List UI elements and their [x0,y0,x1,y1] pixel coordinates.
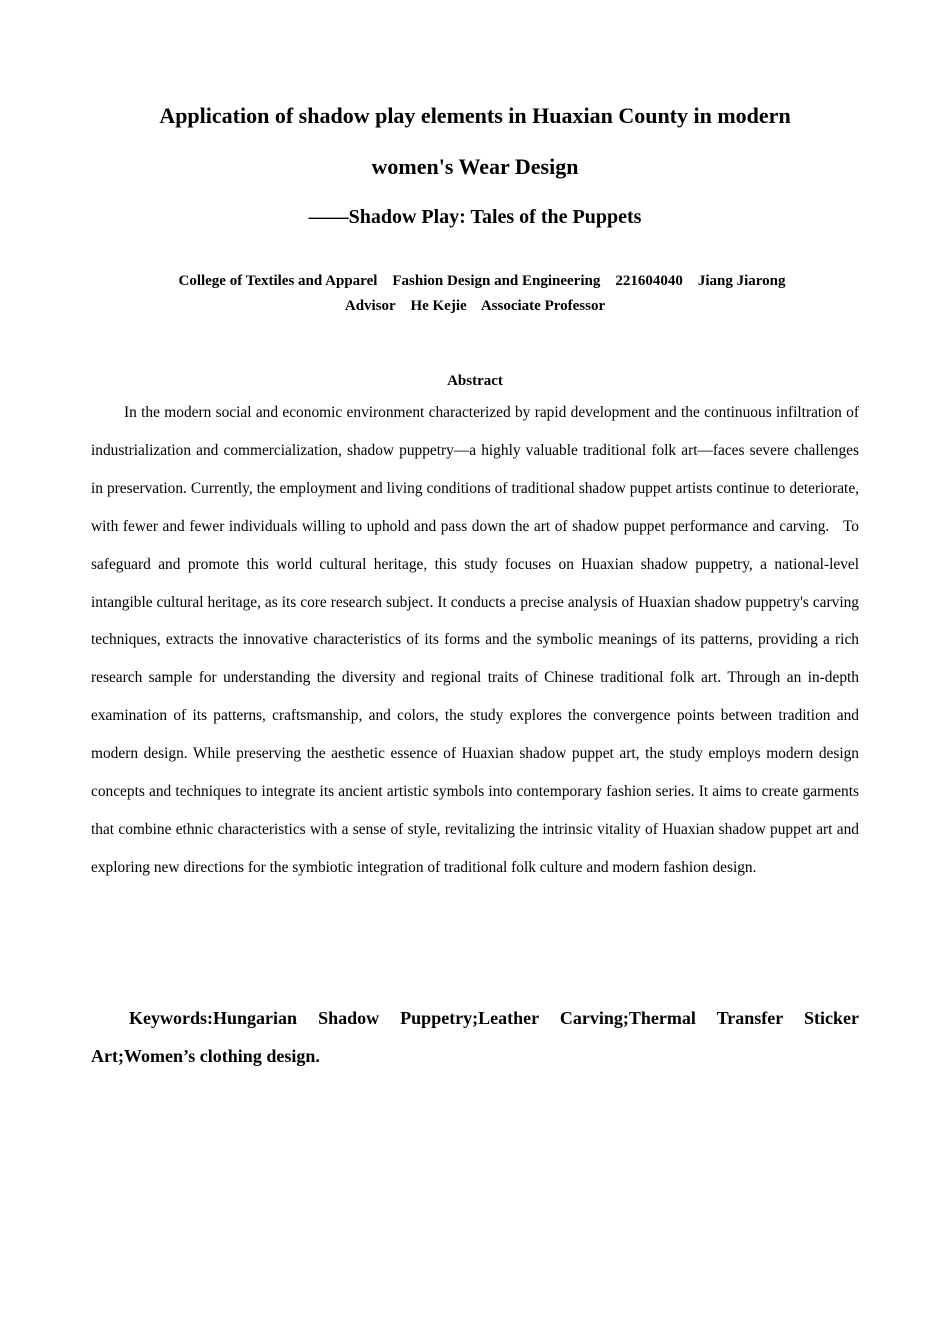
title-line-2: women's Wear Design [371,154,579,179]
subtitle: ——Shadow Play: Tales of the Puppets [308,206,642,228]
abstract-text: In the modern social and economic environment characterized by rapid development and the continuous infiltration of industrialization and commercialization, shadow puppetry—a highly valuable traditional folk art—faces severe challenges in preservation. Currently, the employment and living conditions of traditional shadow puppet artists continue to deteriorate, with fewer and fewer individuals willing to uphold and pass down the art of shadow puppet performance and carving. To safeguard and promote this world cultural heritage, this study focuses on Huaxian shadow puppetry, a national-level intangible cultural heritage, as its core research subject. It conducts a precise analysis of Huaxian shadow puppetry's carving techniques, extracts the innovative characteristics of its forms and the symbolic meanings of its patterns, providing a rich research sample for understanding the diversity and regional traits of Chinese traditional folk art. Through an in-depth examination of its patterns, craftsmanship, and colors, the study explores the convergence points between tradition and modern design. While preserving the aesthetic essence of Huaxian shadow puppet art, the study employs modern design concepts and techniques to integrate its ancient artistic symbols into contemporary fashion series. It aims to create garments that combine ethnic characteristics with a sense of style, revitalizing the intrinsic vitality of Huaxian shadow puppet art and exploring new directions for the symbiotic integration of traditional folk culture and modern fashion design. [91,404,859,876]
affiliation-line: College of Textiles and Apparel Fashion Design and Engineering 221604040 Jiang Jiarong [178,273,786,289]
keywords: Keywords:Hungarian Shadow Puppetry;Leather Carving;Thermal Transfer Sticker Art;Women’s clothing design. [91,1008,859,1066]
abstract-heading: Abstract [447,373,503,389]
title-line-1: Application of shadow play elements in Huaxian County in modern [159,103,791,128]
advisor-line: Advisor He Kejie Associate Professor [344,298,606,314]
